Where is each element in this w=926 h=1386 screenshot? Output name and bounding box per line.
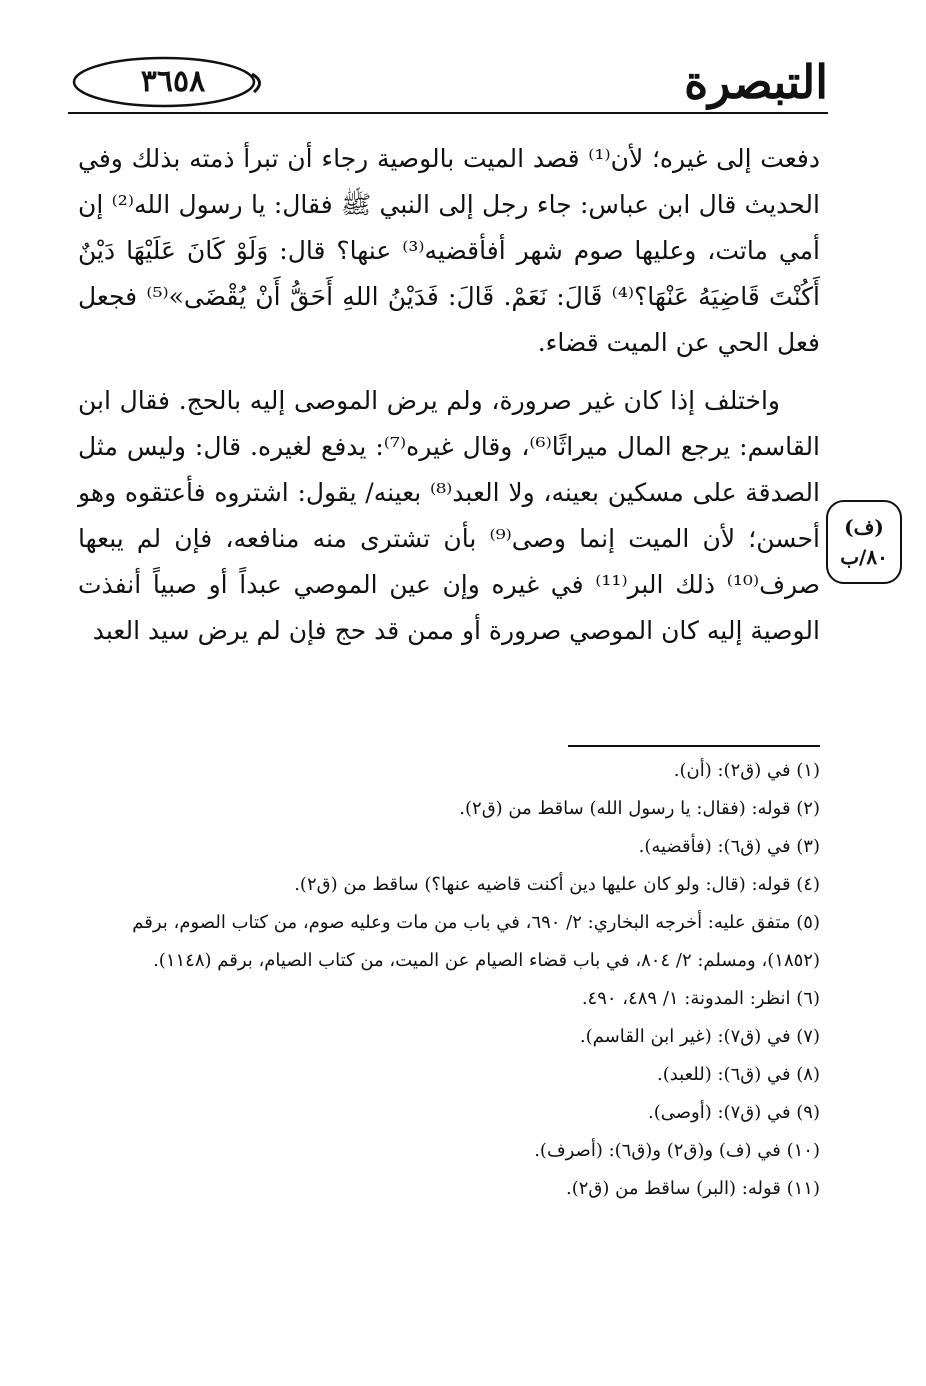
- paragraph-1: دفعت إلى غيره؛ لأن⁽¹⁾ قصد الميت بالوصية رجاء أن تبرأ ذمته بذلك وفي الحديث قال ابن عباس: جاء رجل إلى النبي ﷺ فقال: يا رسول الله⁽²⁾ إن أمي ماتت، وعليها صوم شهر أفأقضيه⁽³⁾ عنها؟ قال: وَلَوْ كَانَ عَلَيْهَا دَيْنٌ أَكُنْتَ قَاضِيَهُ عَنْهَا؟⁽⁴⁾ قَالَ: نَعَمْ. قَالَ: فَدَيْنُ اللهِ أَحَقُّ أَنْ يُقْضَى»⁽⁵⁾ فجعل فعل الحي عن الميت قضاء.: [78, 144, 820, 357]
- footnote-11: (١١) قوله: (البر) ساقط من (ق٢).: [565, 1178, 820, 1199]
- footnote-2: (٢) قوله: (فقال: يا رسول الله) ساقط من (ق٢).: [459, 798, 820, 819]
- footnote-5: (٥) متفق عليه: أخرجه البخاري: ٢/ ٦٩٠، في باب من مات وعليه صوم، من كتاب الصوم، برقم (١٨٥٢)، ومسلم: ٢/ ٨٠٤، في باب قضاء الصيام عن الميت، من كتاب الصيام، برقم (١١٤٨).: [132, 912, 820, 971]
- manuscript-margin-note: [826, 500, 902, 584]
- footnote-3: (٣) في (ق٦): (فأقضيه).: [638, 836, 820, 857]
- footnote-6: (٦) انظر: المدونة: ١/ ٤٨٩، ٤٩٠.: [581, 988, 820, 1009]
- page-number-oval: [68, 52, 268, 114]
- margin-note-line-1: (ف): [844, 515, 884, 539]
- footnote-4: (٤) قوله: (قال: ولو كان عليها دين أكنت قاضيه عنها؟) ساقط من (ق٢).: [294, 874, 820, 895]
- margin-note-line-2: ٨٠/ب: [840, 545, 888, 569]
- book-title: التبصرة: [684, 55, 828, 109]
- footnote-10: (١٠) في (ف) و(ق٢) و(ق٦): (أصرف).: [534, 1140, 820, 1161]
- footnote-1: (١) في (ق٢): (أن).: [673, 760, 820, 781]
- main-text: [78, 136, 820, 654]
- header-divider: [68, 112, 828, 114]
- paragraph-2: واختلف إذا كان غير صرورة، ولم يرض الموصى إليه بالحج. فقال ابن القاسم: يرجع المال ميراثًا⁽⁶⁾، وقال غيره⁽⁷⁾: يدفع لغيره. قال: وليس مثل الصدقة على مسكين بعينه، ولا العبد⁽⁸⁾ بعينه/ يقول: اشتروه فأعتقوه وهو أحسن؛ لأن الميت إنما وصى⁽⁹⁾ بأن تشترى منه منافعه، فإن لم يبعها صرف⁽¹⁰⁾ ذلك البر⁽¹¹⁾ في غيره وإن عين الموصي عبداً أو صبياً أنفذت الوصية إليه كان الموصي صرورة أو ممن قد حج فإن لم يرض سيد العبد: [78, 386, 821, 645]
- footnotes: [78, 752, 820, 1208]
- footnote-9: (٩) في (ق٧): (أوصى).: [648, 1102, 820, 1123]
- footnote-divider: [568, 745, 820, 747]
- footnote-8: (٨) في (ق٦): (للعبد).: [656, 1064, 820, 1085]
- footnote-7: (٧) في (ق٧): (غير ابن القاسم).: [579, 1026, 820, 1047]
- page-number: ٣٦٥٨: [140, 64, 206, 99]
